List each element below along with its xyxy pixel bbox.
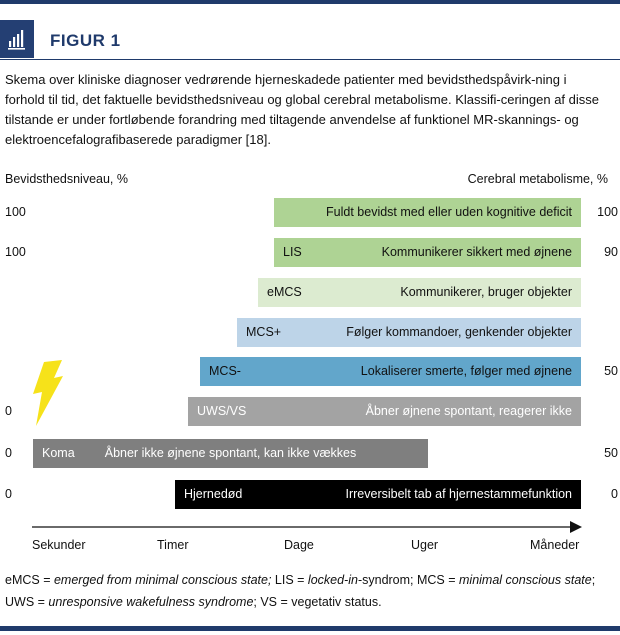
left-value: 0 bbox=[5, 404, 12, 418]
time-label-maaneder: Måneder bbox=[530, 538, 580, 552]
time-label-uger: Uger bbox=[411, 538, 439, 552]
right-value: 100 bbox=[597, 205, 618, 219]
state-bar-emcs bbox=[258, 278, 581, 307]
right-value: 90 bbox=[604, 245, 618, 259]
left-value: 100 bbox=[5, 245, 26, 259]
state-code: UWS/VS bbox=[197, 404, 247, 418]
right-value: 50 bbox=[604, 364, 618, 378]
bottom-rule bbox=[0, 626, 620, 631]
top-rule bbox=[0, 0, 620, 4]
figure-label: FIGUR 1 bbox=[50, 31, 121, 50]
right-value: 0 bbox=[611, 487, 618, 501]
state-bar-lis bbox=[274, 238, 581, 267]
state-bar-mcs- bbox=[237, 318, 581, 347]
state-description: Åbner øjnene spontant, reagerer ikke bbox=[365, 404, 572, 418]
state-bar-uws-vs bbox=[188, 397, 581, 426]
state-code: Koma bbox=[42, 446, 75, 460]
lightning-icon bbox=[28, 360, 68, 428]
state-description: Irreversibelt tab af hjernestammefunktion bbox=[345, 487, 572, 501]
footnote: eMCS = emerged from minimal conscious state; LIS = locked-in-syndrom; MCS = minimal conscious state; UWS = unresponsive wakefulness syndrome; VS = vegetativ status. bbox=[5, 573, 596, 609]
left-value: 0 bbox=[5, 487, 12, 501]
time-label-sekunder: Sekunder bbox=[32, 538, 86, 552]
time-label-timer: Timer bbox=[157, 538, 189, 552]
state-code: LIS bbox=[283, 245, 302, 259]
state-bar-koma bbox=[33, 439, 428, 468]
state-description: Kommunikerer, bruger objekter bbox=[400, 285, 572, 299]
left-axis-label: Bevidsthedsniveau, % bbox=[5, 172, 128, 186]
right-value: 50 bbox=[604, 446, 618, 460]
state-description: Åbner ikke øjnene spontant, kan ikke vækkes bbox=[104, 446, 357, 460]
state-description: Lokaliserer smerte, følger med øjnene bbox=[360, 364, 572, 378]
state-bar-mcs- bbox=[200, 357, 581, 386]
left-value: 0 bbox=[5, 446, 12, 460]
state-code: MCS+ bbox=[246, 325, 282, 339]
state-code: MCS- bbox=[209, 364, 241, 378]
state-code: eMCS bbox=[267, 285, 302, 299]
left-value: 100 bbox=[5, 205, 26, 219]
state-bar-fuldt-bevidst bbox=[274, 198, 581, 227]
figure-header-rule bbox=[0, 59, 620, 60]
figure-caption: Skema over kliniske diagnoser vedrørende hjerneskadede patienter med bevidsthedspåvirk-ning i forhold til tid, det faktuelle bevidsthedsniveau og global cerebral metabolisme. Klassifi-ceringen af disse tilstande er under fortløbende forandring med tiltagende anvendelse af funktionel MR-skannings- og elektroencefalografibaserede paradigmer [18]. bbox=[5, 72, 599, 147]
state-description: Kommunikerer sikkert med øjnene bbox=[381, 245, 572, 259]
state-description: Fuldt bevidst med eller uden kognitive deficit bbox=[326, 205, 572, 219]
right-axis-label: Cerebral metabolisme, % bbox=[467, 172, 608, 186]
state-bar-hjerned-d bbox=[175, 480, 581, 509]
state-code: Hjernedød bbox=[184, 487, 243, 501]
time-label-dage: Dage bbox=[284, 538, 314, 552]
state-description: Følger kommandoer, genkender objekter bbox=[346, 325, 572, 339]
bar-chart-icon bbox=[0, 20, 34, 58]
time-axis bbox=[32, 520, 590, 534]
